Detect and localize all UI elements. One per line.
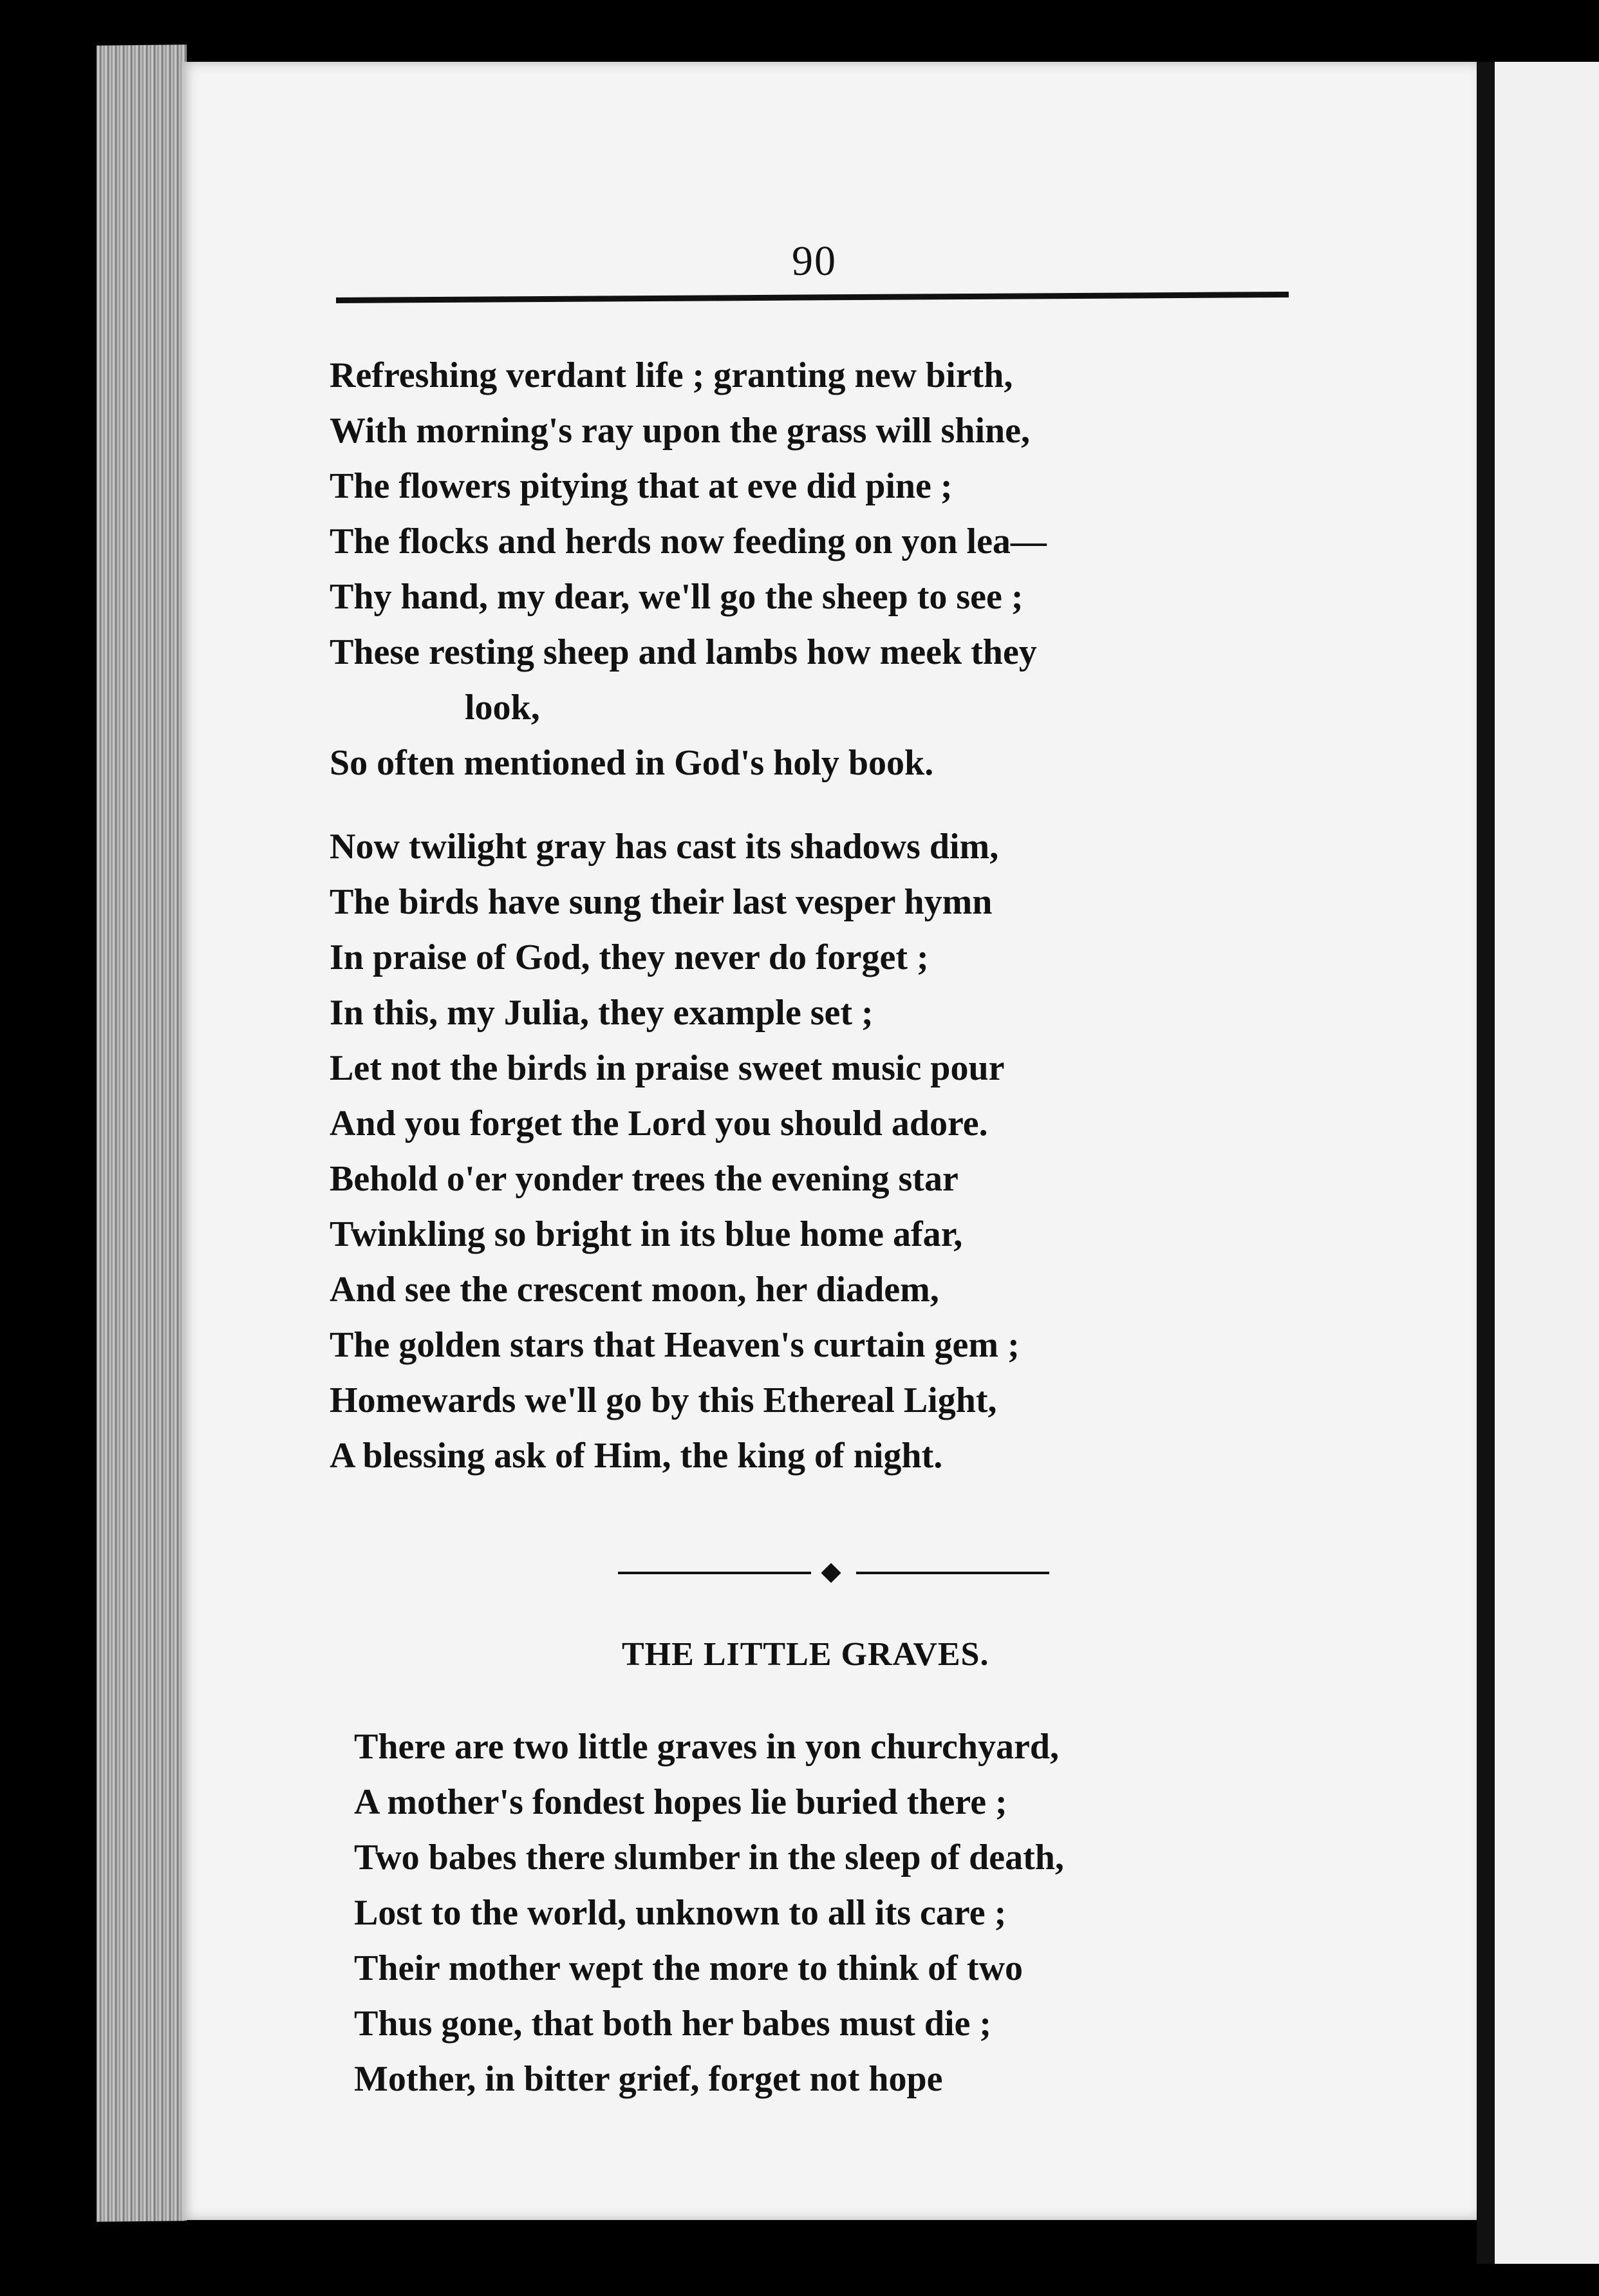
verse-line: With morning's ray upon the grass will shine, xyxy=(330,411,1031,451)
verse-line: Thy hand, my dear, we'll go the sheep to see ; xyxy=(330,577,1024,617)
verse-line: Now twilight gray has cast its shadows dim, xyxy=(330,827,999,867)
verse-line: Refreshing verdant life ; granting new birth, xyxy=(330,355,1013,395)
verse-line: A blessing ask of Him, the king of night. xyxy=(330,1436,943,1476)
verse-line: Lost to the world, unknown to all its care ; xyxy=(354,1893,1007,1933)
verse-line: And see the crescent moon, her diadem, xyxy=(330,1270,939,1310)
verse-line: Let not the birds in praise sweet music pour xyxy=(330,1048,1005,1088)
verse-line: Their mother wept the more to think of two xyxy=(354,1948,1024,1988)
verse-line-runover: look, xyxy=(465,688,540,728)
section-divider-ornament xyxy=(618,1566,1049,1580)
verse-line: The flocks and herds now feeding on yon lea— xyxy=(330,522,1047,561)
divider-rule-left xyxy=(618,1572,811,1574)
verse-line: Homewards we'll go by this Ethereal Light, xyxy=(330,1380,997,1420)
verse-line: So often mentioned in God's holy book. xyxy=(330,743,934,783)
poem-continued xyxy=(330,348,1308,1483)
verse-line: The birds have sung their last vesper hymn xyxy=(330,882,993,922)
verse-line: There are two little graves in yon churchyard, xyxy=(354,1727,1060,1767)
verse-line: And you forget the Lord you should adore. xyxy=(330,1104,988,1143)
page-number: 90 xyxy=(792,238,837,285)
stanza-gap xyxy=(330,791,1308,819)
verse-line: Thus gone, that both her babes must die ; xyxy=(354,2004,992,2044)
verse-line: These resting sheep and lambs how meek they xyxy=(330,632,1037,672)
facing-page xyxy=(1495,62,1599,2264)
page-gutter xyxy=(1477,62,1495,2264)
verse-line: In this, my Julia, they example set ; xyxy=(330,993,874,1033)
verse-line: Two babes there slumber in the sleep of death, xyxy=(354,1838,1064,1877)
verse-line: A mother's fondest hopes lie buried there ; xyxy=(354,1782,1007,1822)
book-page-edges xyxy=(97,44,187,2221)
verse-line: Twinkling so bright in its blue home afar, xyxy=(330,1214,963,1254)
divider-rule-right xyxy=(856,1572,1049,1574)
poem-title: THE LITTLE GRAVES. xyxy=(622,1636,989,1673)
verse-line: In praise of God, they never do forget ; xyxy=(330,937,929,977)
divider-diamond-icon xyxy=(821,1563,841,1583)
poem-little-graves xyxy=(354,1719,1320,2107)
verse-line: Mother, in bitter grief, forget not hope xyxy=(354,2059,943,2099)
verse-line: The golden stars that Heaven's curtain gem ; xyxy=(330,1325,1020,1365)
verse-line: Behold o'er yonder trees the evening star xyxy=(330,1159,958,1199)
verse-line: The flowers pitying that at eve did pine ; xyxy=(330,466,953,506)
